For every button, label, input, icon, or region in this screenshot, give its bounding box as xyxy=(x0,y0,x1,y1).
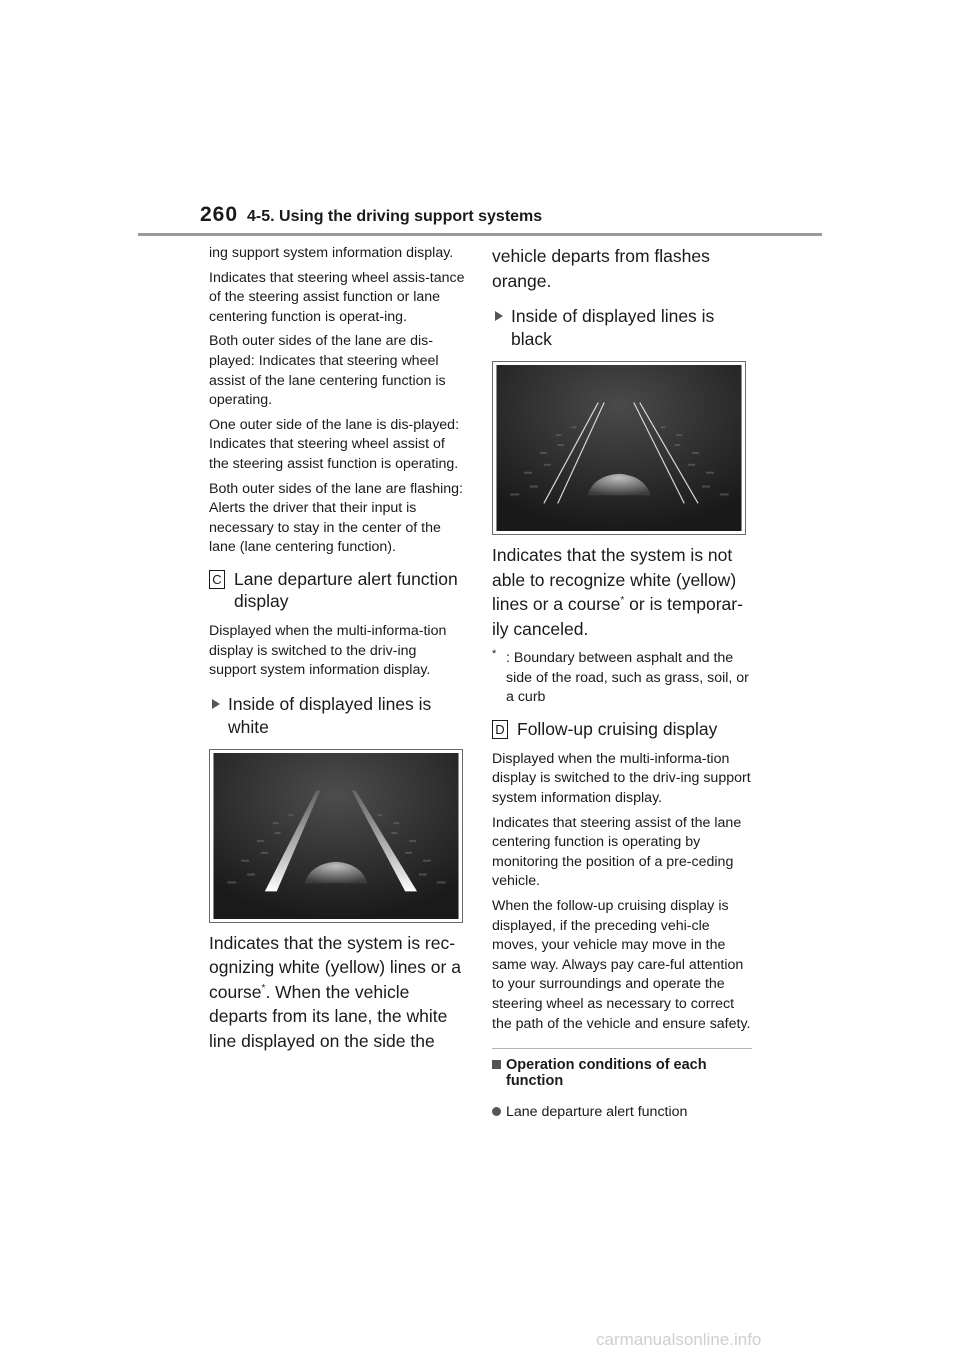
page-number: 260 xyxy=(200,203,239,226)
paragraph-displayed-when: Displayed when the multi-informa-tion display is switched to the driv-ing support system information display. xyxy=(492,750,751,806)
watermark: carmanualsonline.info xyxy=(596,1330,762,1349)
footnote-marker: * xyxy=(261,982,266,994)
heading-lane-departure-alert xyxy=(209,568,467,612)
bullet-lines-white xyxy=(209,693,467,739)
footnote-marker: * xyxy=(620,595,625,607)
section-title: 4-5. Using the driving support systems xyxy=(247,208,543,225)
header-rule xyxy=(138,233,822,236)
footnote-text: : Boundary between asphalt and the side of the road, such as grass, soil, or a curb xyxy=(506,650,749,706)
paragraph-recognizing: Indicates that the system is rec-ognizing white (yellow) lines or a course*. When the vehicle departs from its lane, the white line displayed on the side the xyxy=(209,932,461,1051)
paragraph-steering-assist: Indicates that steering assist of the lane centering function is operating by monitoring the position of a pre-ceding vehicle. xyxy=(492,814,742,890)
figure-white-lines xyxy=(209,749,463,923)
triangle-bullet-icon xyxy=(495,311,503,321)
right-column xyxy=(492,244,752,1121)
paragraph-displayed-when: Displayed when the multi-informa-tion display is switched to the driv-ing support system information display. xyxy=(209,622,447,679)
paragraph-assist: Indicates that steering wheel assis-tance of the steering assist function or lane centering function is operat-ing. xyxy=(209,269,465,325)
heading-text: Follow-up cruising display xyxy=(517,718,718,739)
square-bullet-icon xyxy=(492,1060,501,1069)
footnote xyxy=(492,649,752,708)
paragraph-flashing: Both outer sides of the lane are flashing: Alerts the driver that their input is necessary to stay in the center of the lane (lane centering function). xyxy=(209,480,463,556)
paragraph-one-side: One outer side of the lane is dis-played: Indicates that steering wheel assist of the steering assist function is operating. xyxy=(209,416,460,472)
paragraph-follow-up-warning: When the follow-up cruising display is displayed, if the preceding vehi-cle moves, your vehicle may move in the same way. Always pay care-ful attention to your surroundings and operate the steering wheel as necessary to correct the path of the vehicle and ensure safety. xyxy=(492,897,751,1032)
operation-conditions-heading: Operation conditions of each function xyxy=(492,1057,752,1089)
bullet-lines-black xyxy=(492,305,752,351)
left-column xyxy=(209,244,467,1057)
bullet-text: Inside of displayed lines is white xyxy=(228,693,432,737)
section-divider xyxy=(492,1048,752,1049)
figure-black-lines xyxy=(492,361,746,535)
list-item: Lane departure alert function xyxy=(492,1103,752,1121)
paragraph-continued: vehicle departs from flashes orange. xyxy=(492,246,710,291)
paragraph-both-sides: Both outer sides of the lane are dis-played: Indicates that steering wheel assist of the lane centering function is operating. xyxy=(209,333,446,409)
lane-display-white-image xyxy=(213,753,459,919)
circle-bullet-icon xyxy=(492,1107,501,1116)
bullet-text: Inside of displayed lines is black xyxy=(511,306,715,349)
paragraph-intro: ing support system information display. xyxy=(209,245,454,261)
footnote-star: * xyxy=(492,648,497,660)
lane-display-black-image xyxy=(496,365,742,531)
badge-d: D xyxy=(492,720,508,739)
page-header xyxy=(200,203,822,237)
triangle-bullet-icon xyxy=(212,699,220,709)
paragraph-not-recognizing: Indicates that the system is not able to recognize white (yellow) lines or a course* or is temporar-ily canceled. xyxy=(492,545,743,639)
heading-text: Lane departure alert function display xyxy=(234,568,458,611)
badge-c: C xyxy=(209,570,225,589)
heading-follow-up-cruising xyxy=(492,718,752,740)
